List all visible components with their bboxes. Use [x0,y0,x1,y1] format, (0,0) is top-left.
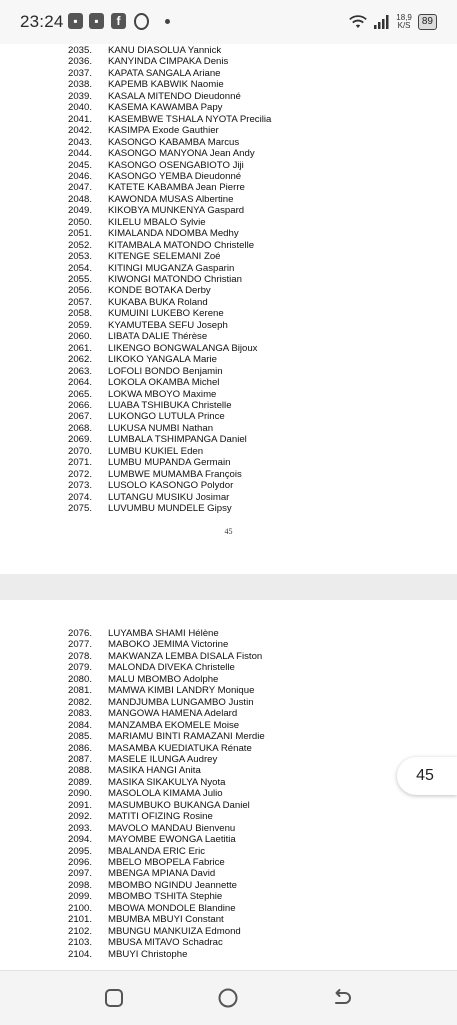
entry-name: MBOWA MONDOLE Blandine [108,902,236,914]
entry-number: 2087. [68,753,93,765]
entry-name: LOFOLI BONDO Benjamin [108,365,223,377]
speed-value: 18,9 [396,13,412,22]
entry-name: KANU DIASOLUA Yannick [108,45,222,56]
entry-number: 2085. [68,731,93,743]
entry-number: 2086. [68,742,93,754]
entry-name: MBOMBO NGINDU Jeannette [108,879,238,891]
entry-number: 2094. [68,834,93,846]
entry-name: LOKWA MBOYO Maxime [108,388,217,400]
document-page-46 [0,600,457,970]
entry-number: 2078. [68,650,93,662]
entry-number: 2041. [68,113,93,125]
wifi-icon [348,14,368,30]
entry-number: 2067. [68,411,93,423]
entry-name: KANYINDA CIMPAKA Denis [108,56,229,68]
entry-name: MATITI OFIZING Rosine [108,811,213,823]
entry-number: 2098. [68,879,93,891]
facebook-notification-icon: f [111,13,126,29]
entry-number: 2092. [68,811,93,823]
entry-name: MBENGA MPIANA David [108,868,216,880]
network-speed [396,14,412,30]
entry-name: KAWONDA MUSAS Albertine [108,193,234,205]
entry-name: KITENGE SELEMANI Zoé [108,251,221,263]
battery-icon: 89 [418,14,437,30]
entry-name: MASELE ILUNGA Audrey [108,753,218,765]
entry-number: 2075. [68,503,93,514]
entry-number: 2054. [68,262,93,274]
entry-number: 2061. [68,342,93,354]
entry-name: KONDE BOTAKA Derby [108,285,211,297]
entry-name: MAMWA KIMBI LANDRY Monique [108,685,255,697]
entry-name: MABOKO JEMIMA Victorine [108,639,229,651]
entry-number: 2044. [68,148,93,160]
entry-name: MASIKA SIKAKULYA Nyota [108,776,226,788]
entry-name: KYAMUTEBA SEFU Joseph [108,319,228,331]
entry-name: MAVOLO MANDAU Bienvenu [108,822,236,834]
entry-name: KASEMBWE TSHALA NYOTA Precilia [108,113,272,125]
status-bar [0,0,457,44]
entry-number: 2059. [68,319,93,331]
entry-name: KASALA MITENDO Dieudonné [108,90,241,102]
entry-number: 2057. [68,296,93,308]
navigation-bar [0,970,457,1025]
entry-number: 2080. [68,673,93,685]
entry-name: LUMBU KUKIEL Eden [108,445,204,457]
entry-number: 2056. [68,285,93,297]
entry-name: MBUNGU MANKUIZA Edmond [108,925,241,937]
entry-name: KAPEMB KABWIK Naomie [108,79,224,91]
entry-name: MASOLOLA KIMAMA Julio [108,788,223,800]
entry-name: KASONGO MANYONA Jean Andy [108,148,255,160]
entry-number: 2064. [68,377,93,389]
entry-number: 2091. [68,799,93,811]
back-button[interactable] [327,983,357,1013]
status-indicators [348,12,437,32]
page-number: 45 [224,527,233,536]
entry-name: KIWONGI MATONDO Christian [108,274,242,285]
entry-name: KIKOBYA MUNKENYA Gaspard [108,205,245,217]
entry-name: MALONDA DIVEKA Christelle [108,662,235,674]
entry-name: KASONGO OSENGABIOTO Jiji [108,159,244,171]
entry-number: 2093. [68,822,93,834]
entry-name: LIKOKO YANGALA Marie [108,354,217,366]
entry-number: 2050. [68,216,93,228]
entry-name: KAPATA SANGALA Ariane [108,67,221,79]
entry-name: MASUMBUKO BUKANGA Daniel [108,799,250,811]
entry-name: LUSOLO KASONGO Polydor [108,480,234,492]
entry-number: 2051. [68,228,93,240]
entry-number: 2037. [68,67,93,79]
entry-number: 2097. [68,868,93,880]
entry-number: 2036. [68,56,93,68]
entry-name: MBUSA MITAVO Schadrac [108,937,223,949]
entry-name: LUTANGU MUSIKU Josimar [108,491,230,503]
entry-number: 2040. [68,102,93,114]
entry-number: 2096. [68,857,93,868]
entry-name: LIBATA DALIE Thérèse [108,331,208,343]
entry-number: 2082. [68,696,93,708]
app-notification-icon: ▪ [68,13,83,29]
entry-number: 2072. [68,468,93,480]
entry-number: 2069. [68,434,93,446]
entry-name: MBUMBA MBUYI Constant [108,914,224,926]
entry-number: 2062. [68,354,93,366]
entry-number: 2066. [68,399,93,411]
entry-name: LUMBALA TSHIMPANGA Daniel [108,434,247,446]
home-icon [217,987,239,1009]
entry-number: 2071. [68,457,93,469]
entry-number: 2100. [68,902,93,914]
document-page-45 [0,44,457,574]
home-button[interactable] [213,983,243,1013]
entry-name: LUVUMBU MUNDELE Gipsy [108,503,232,514]
entry-name: MBOMBO TSHITA Stephie [108,891,223,903]
entry-name: MAYOMBE EWONGA Laetitia [108,834,236,846]
entry-name: MANDJUMBA LUNGAMBO Justin [108,696,254,708]
entry-name: KIMALANDA NDOMBA Medhy [108,228,239,240]
entry-number: 2070. [68,445,93,457]
entry-number: 2053. [68,251,93,263]
entry-name: MASAMBA KUEDIATUKA Rénate [108,742,252,754]
opera-notification-icon [134,13,149,30]
entry-name: MALU MBOMBO Adolphe [108,673,219,685]
entry-number: 2095. [68,845,93,857]
entry-name: MAKWANZA LEMBA DISALA Fiston [108,650,263,662]
entry-number: 2063. [68,365,93,377]
entry-number: 2035. [68,45,93,56]
page-separator [0,574,457,600]
entry-name: MARIAMU BINTI RAMAZANI Merdie [108,731,265,743]
entry-number: 2049. [68,205,93,217]
entry-name: MANZAMBA EKOMELE Moise [108,719,240,731]
entry-number: 2043. [68,136,93,148]
recents-icon [103,987,125,1009]
entry-number: 2103. [68,937,93,949]
entry-name: KATETE KABAMBA Jean Pierre [108,182,245,194]
more-notifications-dot-icon [165,19,170,24]
entry-number: 2099. [68,891,93,903]
entry-number: 2089. [68,776,93,788]
entry-number: 2083. [68,708,93,720]
entry-number: 2068. [68,422,93,434]
entry-number: 2038. [68,79,93,91]
entry-name: KUMUINI LUKEBO Kerene [108,308,224,320]
entry-name: LUABA TSHIBUKA Christelle [108,399,232,411]
entry-number: 2042. [68,125,93,137]
entry-name: LUKONGO LUTULA Prince [108,411,225,423]
back-icon [331,987,353,1009]
entry-name: KITINGI MUGANZA Gasparin [108,262,235,274]
entry-number: 2073. [68,480,93,492]
entry-number: 2045. [68,159,93,171]
speed-unit: K/S [397,21,411,30]
entry-name: MBUYI Christophe [108,948,188,960]
entry-name: MBALANDA ERIC Eric [108,845,206,857]
entry-name: KILELU MBALO Sylvie [108,216,206,228]
entry-name: KUKABA BUKA Roland [108,296,208,308]
entry-number: 2047. [68,182,93,194]
clock: 23:24 [20,12,64,31]
entry-number: 2048. [68,193,93,205]
entry-name: MBELO MBOPELA Fabrice [108,857,225,868]
entry-number: 2046. [68,170,93,182]
entry-name: LUKUSA NUMBI Nathan [108,422,214,434]
entry-number: 2055. [68,274,93,285]
entry-name: KASONGO KABAMBA Marcus [108,136,240,148]
signal-icon [374,15,390,29]
entry-number: 2104. [68,948,93,960]
entry-name: LIKENGO BONGWALANGA Bijoux [108,342,258,354]
entry-number: 2077. [68,639,93,651]
entry-name: KITAMBALA MATONDO Christelle [108,239,255,251]
entry-name: KASIMPA Exode Gauthier [108,125,219,137]
recents-button[interactable] [99,983,129,1013]
entry-number: 2101. [68,914,93,926]
entry-number: 2084. [68,719,93,731]
entry-name: LUMBWE MUMAMBA François [108,468,242,480]
entry-name: LOKOLA OKAMBA Michel [108,377,220,389]
entry-number: 2039. [68,90,93,102]
page-indicator[interactable]: 45 [397,757,457,795]
entry-number: 2088. [68,765,93,777]
entry-number: 2102. [68,925,93,937]
entry-name: MANGOWA HAMENA Adelard [108,708,238,720]
entry-number: 2058. [68,308,93,320]
entry-name: MASIKA HANGI Anita [108,765,201,777]
entry-number: 2060. [68,331,93,343]
app-notification-icon: ▪ [89,13,104,29]
entry-number: 2081. [68,685,93,697]
entry-name: LUYAMBA SHAMI Hélène [108,628,219,639]
entry-name: KASONGO YEMBA Dieudonné [108,170,242,182]
entry-name: LUMBU MUPANDA Germain [108,457,231,469]
entry-number: 2079. [68,662,93,674]
entry-number: 2090. [68,788,93,800]
entry-number: 2065. [68,388,93,400]
entry-number: 2074. [68,491,93,503]
entry-number: 2052. [68,239,93,251]
entry-name: KASEMA KAWAMBA Papy [108,102,223,114]
entry-number: 2076. [68,628,93,639]
